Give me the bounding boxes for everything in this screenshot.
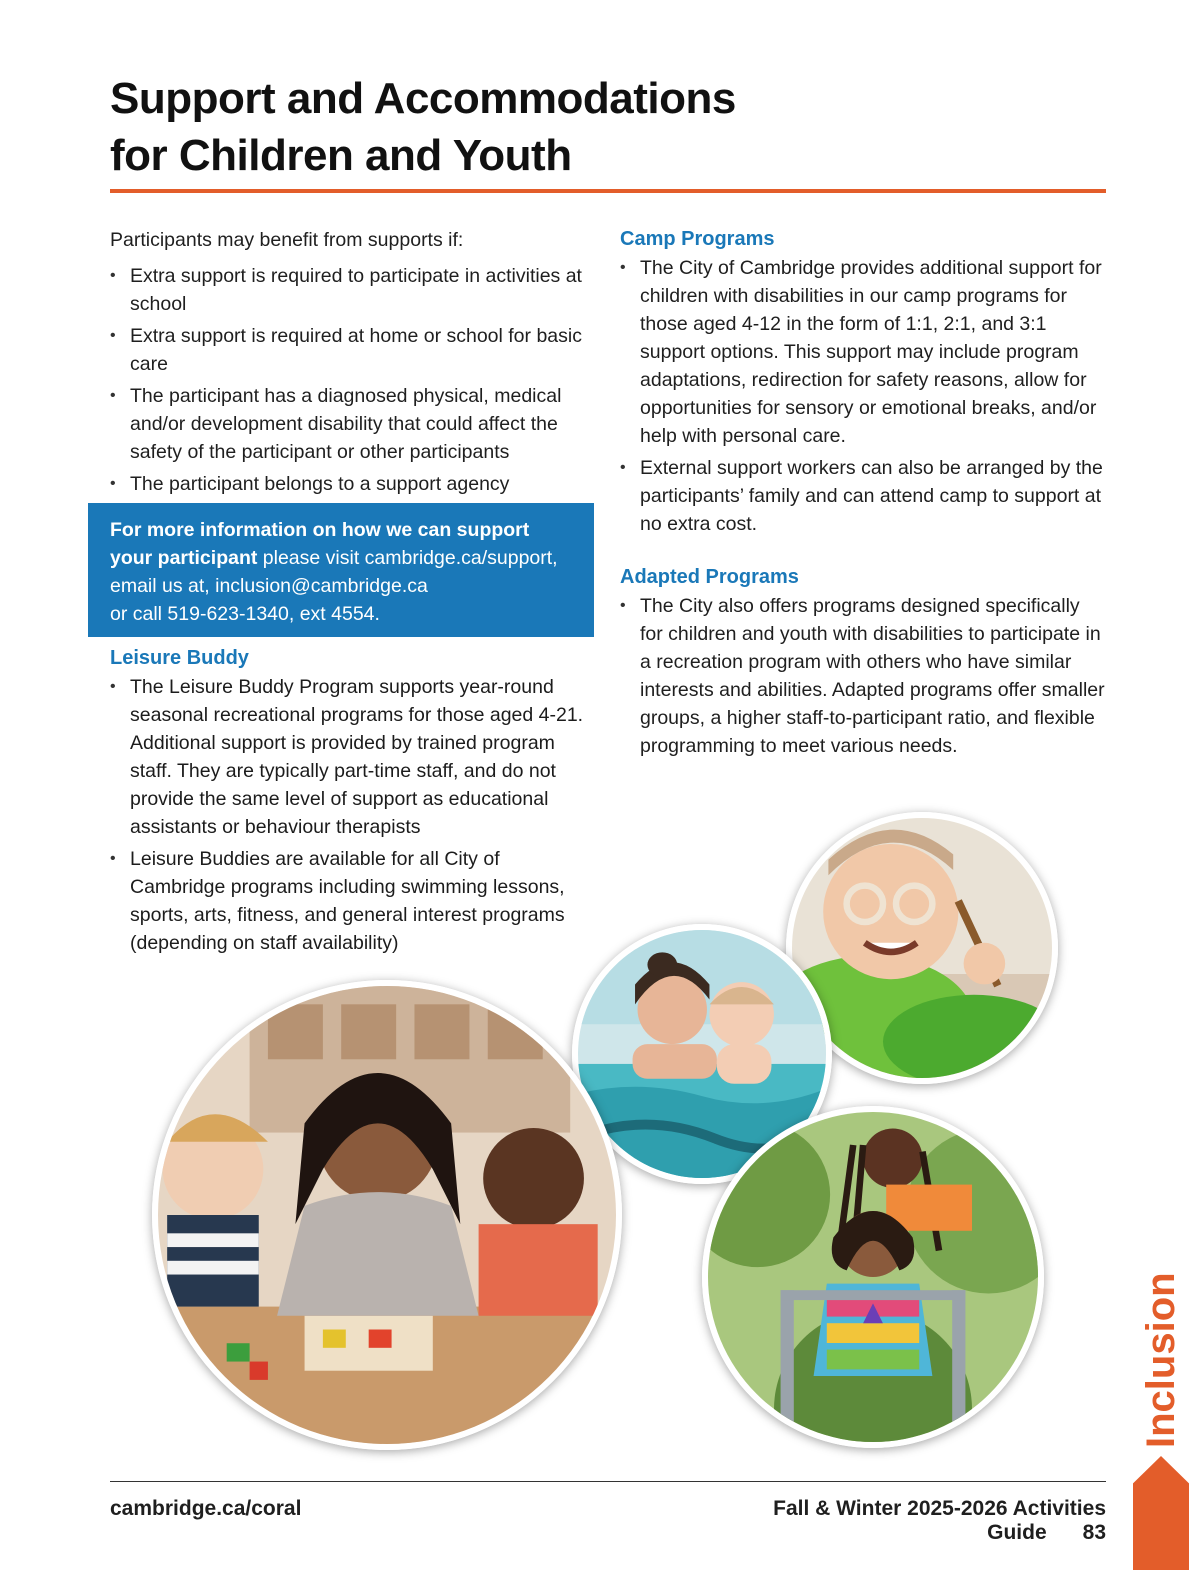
list-item: • External support workers can also be arranged by the participants’ family and can attend camp to support at no extra cost. <box>620 454 1106 538</box>
criteria-item: • The participant belongs to a support agency <box>110 470 592 498</box>
list-item: • The City of Cambridge provides additional support for children with disabilities in our camp programs for those aged 4-12 in the form of 1:1, 2:1, and 3:1 support options. This support may include program adaptations, redirection for safety reasons, allow for opportunities for sensory or emotional breaks, and/or help with personal care. <box>620 254 1106 450</box>
leisure-buddy-list <box>110 673 594 957</box>
footer-guide-title: Fall & Winter 2025-2026 Activities Guide <box>773 1497 1106 1544</box>
footer-guide <box>680 1497 1106 1545</box>
section-tab-arrow <box>1133 1456 1189 1570</box>
adapted-programs-heading: Adapted Programs <box>620 566 799 588</box>
list-item: • The Leisure Buddy Program supports year-round seasonal recreational programs for those aged 4-21. Additional support is provided by trained program staff. They are typically part-time staff, and do not provide the same level of support as educational assistants or behaviour therapists <box>110 673 594 841</box>
criteria-item: • Extra support is required to participate in activities at school <box>110 262 592 318</box>
photo-classroom-activity <box>152 980 622 1450</box>
page-title-line-2: for Children and Youth <box>110 131 572 180</box>
criteria-item: • The participant has a diagnosed physical, medical and/or development disability that could affect the safety of the participant or other participants <box>110 382 592 466</box>
criteria-item: • Extra support is required at home or school for basic care <box>110 322 592 378</box>
criteria-intro: Participants may benefit from supports if: <box>110 229 464 251</box>
section-tab-label: Inclusion <box>1139 1272 1183 1448</box>
page-number: 83 <box>1082 1521 1106 1544</box>
page-title <box>110 70 1010 184</box>
photo-wheelchair-girl <box>702 1106 1044 1448</box>
criteria-list <box>110 262 592 498</box>
callout-bold-text: For more information on how we can support your participant <box>110 519 530 569</box>
list-item: • Leisure Buddies are available for all City of Cambridge programs including swimming lessons, sports, arts, fitness, and general interest programs (depending on staff availability) <box>110 845 594 957</box>
section-tab <box>1133 1272 1189 1570</box>
camp-programs-list <box>620 254 1106 538</box>
leisure-buddy-heading: Leisure Buddy <box>110 647 249 669</box>
contact-callout <box>88 503 594 637</box>
callout-phone-text: or call 519-623-1340, ext 4554. <box>110 603 380 625</box>
footer-url: cambridge.ca/coral <box>110 1497 302 1520</box>
callout-text: please visit cambridge.ca/support, email us at, inclusion@cambridge.ca <box>110 547 558 597</box>
criteria-section <box>110 226 592 502</box>
footer-divider <box>110 1481 1106 1482</box>
camp-programs-heading: Camp Programs <box>620 228 775 250</box>
right-column <box>620 226 1106 764</box>
title-underline <box>110 189 1106 193</box>
adapted-programs-list <box>620 592 1106 760</box>
list-item: • The City also offers programs designed specifically for children and youth with disabilities to participate in a recreation program with others who have similar interests and abilities. Adapted programs offer smaller groups, a higher staff-to-participant ratio, and flexible programming to meet various needs. <box>620 592 1106 760</box>
leisure-buddy-section <box>110 645 594 961</box>
page-title-line-1: Support and Accommodations <box>110 74 736 123</box>
